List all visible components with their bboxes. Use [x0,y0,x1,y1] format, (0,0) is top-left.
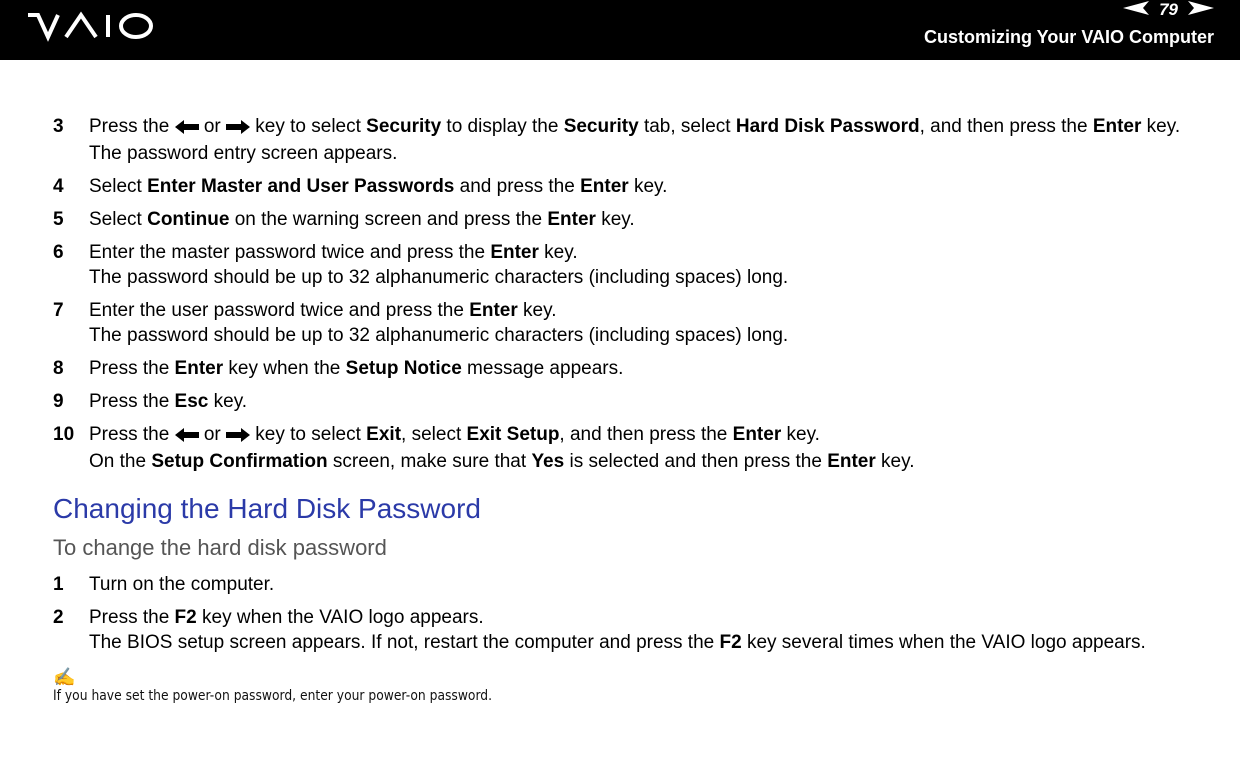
bold-term: Enter [547,209,596,230]
step-item [53,422,1213,474]
text-run: key several times when the VAIO logo appears. [741,632,1146,653]
step-item [53,572,1213,597]
left-arrow-key-icon [175,116,199,141]
page-header [0,0,1240,60]
bold-term: Hard Disk Password [735,116,920,137]
step-number: 9 [53,391,64,412]
bold-term: Yes [531,451,565,472]
text-run: key. [875,451,915,472]
prev-page-arrow-icon[interactable] [1123,1,1149,20]
bold-term: Security [366,116,442,137]
bold-term: Esc [174,391,209,412]
step-text [89,207,1213,232]
text-run: key when the [223,358,346,379]
bold-term: Enter Master and User Passwords [147,176,455,197]
step-text [89,174,1213,199]
text-run: Enter the user password twice and press the [89,300,470,321]
step-line [89,265,1213,290]
bold-term: Enter [580,176,629,197]
bold-term: Enter [174,358,224,379]
text-run: is selected and then press the [564,451,828,472]
step-number: 6 [53,242,64,263]
text-run: key. [628,176,668,197]
step-number: 10 [53,424,75,445]
step-number: 4 [53,176,64,197]
step-item [53,389,1213,414]
text-run: message appears. [461,358,624,379]
procedure-steps-change [53,572,1213,655]
section-heading: Changing the Hard Disk Password [53,493,481,524]
text-run: Press the [89,391,175,412]
text-run: on the warning screen and press the [229,209,548,230]
text-run: On the [89,451,152,472]
step-text [89,356,1213,381]
step-line [89,572,1213,597]
text-run: Press the [89,607,175,628]
text-run: Select [89,209,148,230]
text-run: screen, make sure that [327,451,532,472]
text-run: and press the [454,176,581,197]
text-run: to display the [441,116,564,137]
step-text [89,422,1213,474]
bold-term: Setup Notice [345,358,462,379]
step-text [89,572,1213,597]
step-line [89,323,1213,348]
left-arrow-key-icon [175,424,199,449]
text-run: Press the [89,358,175,379]
step-line [89,174,1213,199]
bold-term: Exit Setup [466,424,560,445]
text-run: key. [517,300,557,321]
bold-term: F2 [174,607,197,628]
step-number: 8 [53,358,64,379]
step-text [89,605,1213,655]
text-run: The BIOS setup screen appears. If not, restart the computer and press the [89,632,720,653]
step-line [89,207,1213,232]
step-item [53,240,1213,290]
text-run: key. [1141,116,1181,137]
page-number: 79 [1159,0,1178,19]
step-number: 7 [53,300,64,321]
text-run: key to select [250,116,367,137]
step-text [89,298,1213,348]
right-arrow-key-icon [226,424,250,449]
bold-term: Exit [366,424,402,445]
text-run: key. [781,424,820,445]
step-number: 1 [53,574,64,595]
bold-term: Enter [469,300,518,321]
step-number: 3 [53,116,64,137]
note-text: If you have set the power-on password, enter your power-on password. [53,688,493,704]
text-run: Turn on the computer. [89,574,275,595]
right-arrow-key-icon [226,116,250,141]
step-line [89,389,1213,414]
bold-term: Continue [147,209,230,230]
text-run: tab, select [638,116,736,137]
page-content [53,114,1213,705]
step-item [53,114,1213,166]
text-run: Select [89,176,148,197]
section-title: Customizing Your VAIO Computer [923,27,1214,47]
step-item [53,174,1213,199]
text-run: key when the VAIO logo appears. [196,607,484,628]
text-run: key. [208,391,248,412]
step-text [89,114,1213,166]
text-run: or [198,424,226,445]
text-run: , and then press the [919,116,1093,137]
step-line [89,298,1213,323]
text-run: or [198,116,226,137]
step-item [53,207,1213,232]
step-line [89,114,1213,141]
text-run: , select [401,424,467,445]
text-run: The password should be up to 32 alphanumeric characters (including spaces) long. [89,267,789,288]
text-run: key to select [250,424,367,445]
step-number: 2 [53,607,64,628]
step-item [53,605,1213,655]
procedure-steps-setup [53,114,1213,474]
text-run: Press the [89,424,175,445]
bold-term: Enter [827,451,876,472]
step-text [89,240,1213,290]
bold-term: Setup Confirmation [151,451,328,472]
text-run: , and then press the [559,424,733,445]
step-item [53,298,1213,348]
step-text [89,389,1213,414]
pencil-note-icon: ✍ [53,667,76,687]
bold-term: Security [563,116,639,137]
bold-term: F2 [719,632,742,653]
bold-term: Enter [732,424,782,445]
text-run: The password entry screen appears. [89,143,398,164]
text-run: Press the [89,116,175,137]
step-line [89,422,1213,449]
step-line [89,356,1213,381]
text-run: Enter the master password twice and press the [89,242,491,263]
vaio-logo-icon [26,9,156,43]
step-line [89,240,1213,265]
text-run: key. [595,209,635,230]
procedure-subheading: To change the hard disk password [53,535,387,560]
step-number: 5 [53,209,64,230]
bold-term: Enter [1092,116,1142,137]
vaio-logo [26,9,156,48]
bold-term: Enter [490,242,539,263]
step-line [89,449,1213,474]
text-run: The password should be up to 32 alphanumeric characters (including spaces) long. [89,325,789,346]
next-page-arrow-icon[interactable] [1188,1,1214,20]
page-nav [1123,1,1214,19]
step-line [89,141,1213,166]
step-item [53,356,1213,381]
step-line [89,605,1213,630]
text-run: key. [538,242,578,263]
step-line [89,630,1213,655]
